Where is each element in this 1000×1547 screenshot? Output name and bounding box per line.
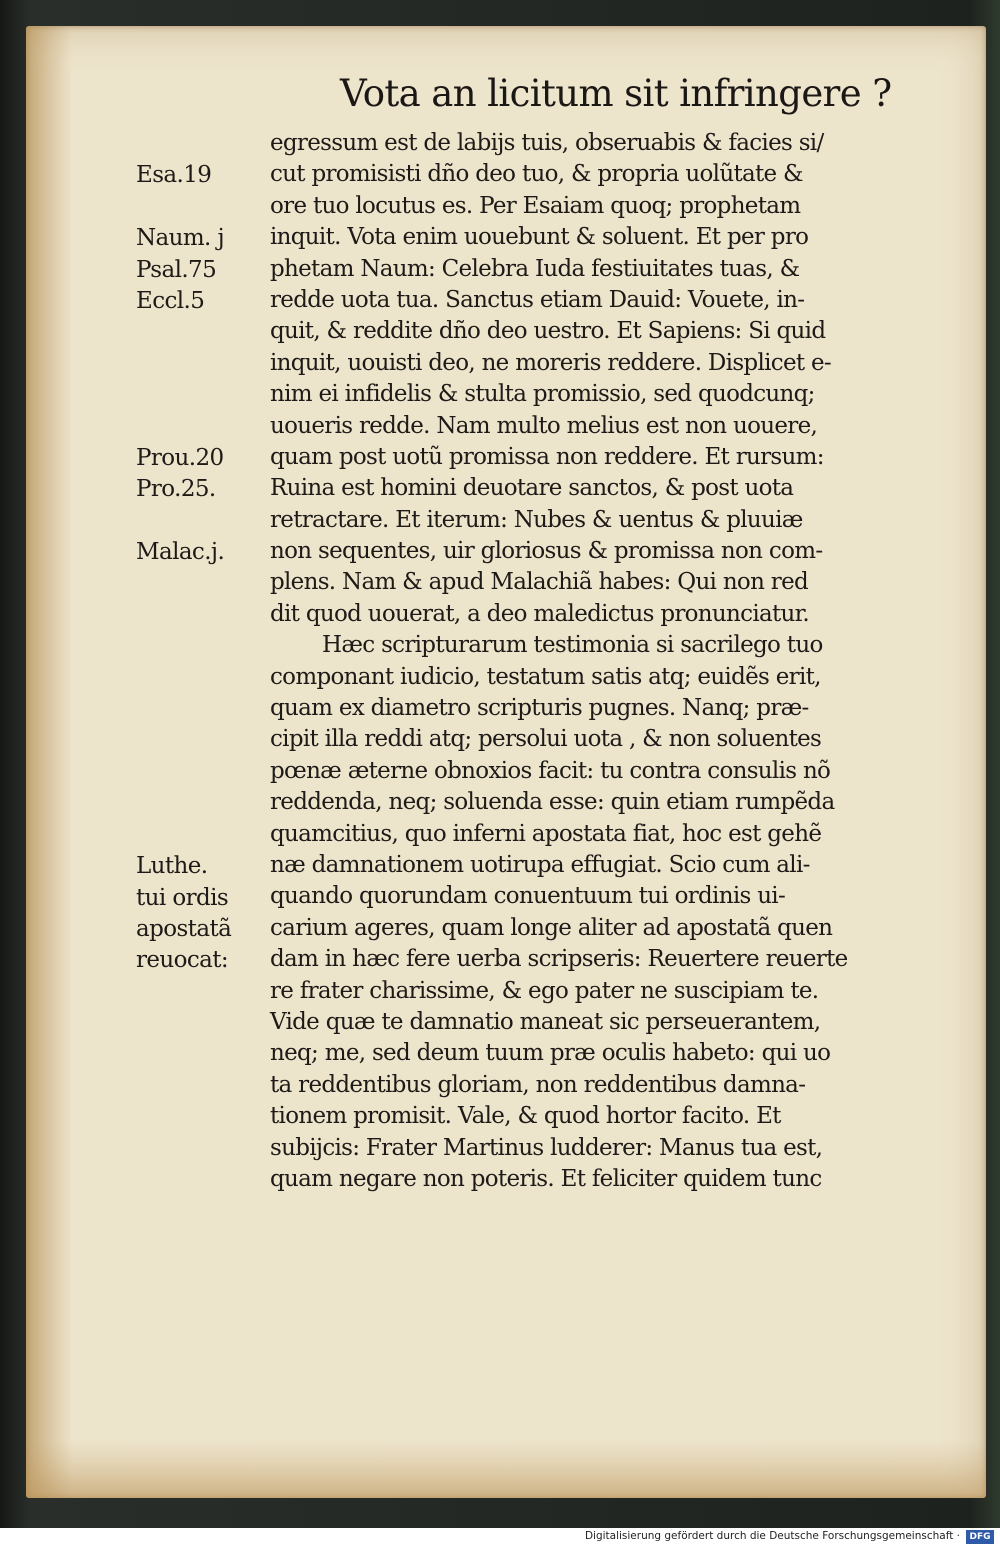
- text-line: subijcis: Frater Martinus ludderer: Manus tua est,: [270, 1134, 823, 1161]
- margin-note: Psal.75: [136, 256, 217, 283]
- text-line: quando quorundam conuentuum tui ordinis ui-: [270, 883, 786, 910]
- text-line: phetam Naum: Celebra Iuda festiuitates tuas, &: [270, 255, 800, 282]
- text-line: Vide quæ te damnatio maneat sic perseuerantem,: [270, 1008, 821, 1035]
- text-line: non sequentes, uir gloriosus & promissa non com-: [270, 538, 823, 565]
- margin-note: Pro.25.: [136, 476, 216, 503]
- text-line: redde uota tua. Sanctus etiam Dauid: Vouete, in-: [270, 286, 805, 313]
- text-line: Ruina est homini deuotare sanctos, & post uota: [270, 475, 794, 502]
- footer-credit: Digitalisierung gefördert durch die Deutsche Forschungsgemeinschaft ·: [584, 1530, 960, 1542]
- text-line: neq; me, sed deum tuum præ oculis habeto: qui uo: [270, 1040, 831, 1067]
- dfg-logo: DFG: [966, 1530, 994, 1544]
- footer-bar: [0, 1528, 1000, 1547]
- text-line: quamcitius, quo inferni apostata fiat, hoc est gehẽ: [270, 820, 822, 847]
- text-line: quit, & reddite dño deo uestro. Et Sapiens: Si quid: [270, 318, 826, 345]
- text-line: quam ex diametro scripturis pugnes. Nanq; præ-: [270, 695, 809, 722]
- text-line: ta reddentibus gloriam, non reddentibus damna-: [270, 1071, 806, 1098]
- page-bottom-stain: [26, 1440, 986, 1498]
- margin-note: Esa.19: [136, 162, 212, 189]
- margin-note: Luthe.: [136, 853, 208, 880]
- page-edge-stain: [26, 26, 72, 1498]
- margin-note: apostatã: [136, 916, 232, 942]
- running-title: Vota an licitum sit infringere ?: [340, 72, 892, 115]
- text-line: retractare. Et iterum: Nubes & uentus & pluuiæ: [270, 506, 803, 533]
- margin-note: Naum. j: [136, 225, 225, 252]
- text-line: cipit illa reddi atq; persolui uota , & non soluentes: [270, 726, 822, 753]
- text-line: tionem promisit. Vale, & quod hortor facito. Et: [270, 1103, 781, 1130]
- text-line: dit quod uouerat, a deo maledictus pronunciatur.: [270, 600, 810, 627]
- margin-note: tui ordis: [136, 884, 229, 911]
- text-line: plens. Nam & apud Malachiã habes: Qui non red: [270, 569, 809, 596]
- text-line: cut promisisti dño deo tuo, & propria uolũtate &: [270, 161, 803, 188]
- text-line: quam negare non poteris. Et feliciter quidem tunc: [270, 1165, 822, 1192]
- margin-note: Prou.20: [136, 445, 224, 471]
- text-line: Hæc scripturarum testimonia si sacrilego tuo: [322, 632, 823, 659]
- text-line: re frater charissime, & ego pater ne suscipiam te.: [270, 977, 819, 1004]
- text-line: dam in hæc fere uerba scripseris: Reuertere reuerte: [270, 946, 848, 973]
- text-line: inquit. Vota enim uouebunt & soluent. Et per pro: [270, 224, 809, 251]
- text-line: næ damnationem uotirupa effugiat. Scio cum ali-: [270, 851, 810, 878]
- text-line: reddenda, neq; soluenda esse: quin etiam rumpẽda: [270, 789, 835, 816]
- text-line: carium ageres, quam longe aliter ad apostatã quen: [270, 914, 833, 941]
- text-line: pœnæ æterne obnoxios facit: tu contra consulis nõ: [270, 757, 831, 784]
- main-text-block: [270, 128, 910, 1195]
- text-line: inquit, uouisti deo, ne moreris reddere. Displicet e-: [270, 349, 831, 376]
- text-line: egressum est de labijs tuis, obseruabis & facies si/: [270, 130, 824, 156]
- margin-note: Malac.j.: [136, 539, 225, 566]
- text-line: nim ei infidelis & stulta promissio, sed quodcunq;: [270, 381, 815, 408]
- margin-note: reuocat:: [136, 947, 229, 974]
- text-line: componant iudicio, testatum satis atq; euidẽs erit,: [270, 663, 821, 690]
- text-line: uoueris redde. Nam multo melius est non uouere,: [270, 412, 818, 439]
- text-line: quam post uotũ promissa non reddere. Et rursum:: [270, 443, 824, 470]
- margin-note: Eccl.5: [136, 288, 205, 314]
- text-line: ore tuo locutus es. Per Esaiam quoq; prophetam: [270, 192, 801, 219]
